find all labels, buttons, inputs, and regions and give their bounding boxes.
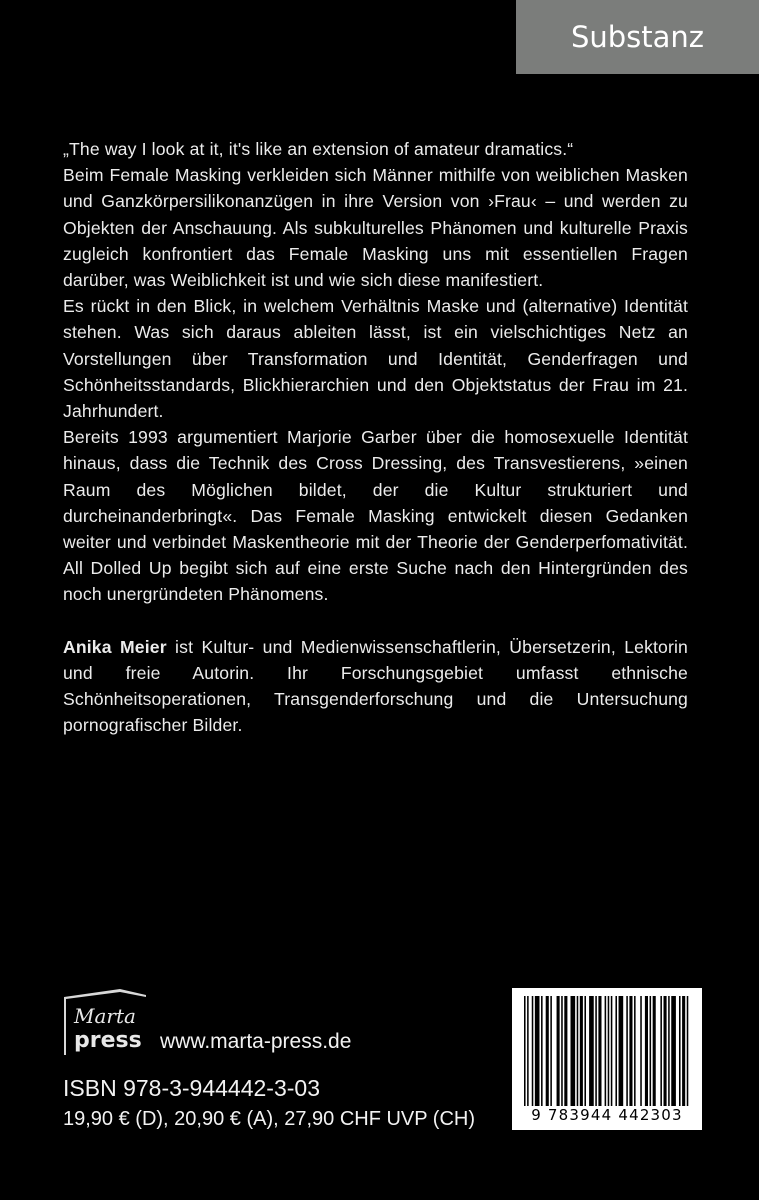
barcode-bars <box>512 988 702 1108</box>
barcode-bar <box>671 996 676 1106</box>
barcode-bar <box>634 996 636 1106</box>
barcode-bar <box>550 996 552 1106</box>
barcode-bar <box>564 996 567 1106</box>
barcode-bar <box>589 996 594 1106</box>
barcode-bar <box>679 996 681 1106</box>
barcode-bar <box>626 996 628 1106</box>
barcode-bar <box>650 996 652 1106</box>
blurb-paragraph-1: Beim Female Masking verkleiden sich Männer mithilfe von weiblichen Masken und Ganzkörpersilikonanzügen in ihre Version von ›Frau‹ – und werden zu Objekten der Anschauung. Als subkulturelles Phänomen und kulturelle Praxis zugleich konfrontiert das Female Masking uns mit essentiellen Fragen darüber, was Weiblichkeit ist und wie sich diese manifestiert. <box>63 165 688 291</box>
barcode-bar <box>605 996 607 1106</box>
barcode-bar <box>629 996 632 1106</box>
barcode-bar <box>660 996 662 1106</box>
back-cover-blurb <box>63 136 688 738</box>
barcode-bar <box>557 996 560 1106</box>
barcode-bar <box>664 996 667 1106</box>
ean-barcode <box>512 988 702 1130</box>
barcode-bar <box>640 996 642 1106</box>
blurb-paragraph-2: Es rückt in den Blick, in welchem Verhältnis Maske und (alternative) Identität stehen. Was sich daraus ableiten lässt, ist ein vielschichtiges Netz an Vorstellungen über Transformation und Identität, Genderfragen und Schönheitsstandards, Blickhierarchien und den Objektstatus der Frau im 21. Jahrhundert. <box>63 296 688 422</box>
isbn: ISBN 978-3-944442-3-03 <box>63 1075 320 1101</box>
barcode-bar <box>524 996 526 1106</box>
logo-text-marta: Marta <box>74 1004 136 1028</box>
barcode-bar <box>527 996 529 1106</box>
author-bio-text: ist Kultur- und Medienwissenschaftlerin, Übersetzerin, Lektorin und freie Autorin. Ihr Forschungsgebiet umfasst ethnische Schönheitsoperationen, Transgenderforschung und die Untersuchung pornografischer Bilder. <box>63 636 688 736</box>
barcode-bar <box>580 996 583 1106</box>
barcode-digits: 9 783944 442303 <box>531 1106 683 1124</box>
blurb-paragraph-3: Bereits 1993 argumentiert Marjorie Garber über die homosexuelle Identität hinaus, dass die Technik des Cross Dressing, des Transvestierens, »einen Raum des Möglichen bildet, der die Kultur strukturiert und durcheinanderbringt«. Das Female Masking entwickelt diesen Gedanken weiter und verbindet Maskentheorie mit der Theorie der Genderperfomativität. All Dolled Up begibt sich auf eine erste Suche nach den Hintergründen des noch unergründeten Phänomens. <box>63 427 688 605</box>
barcode-bar <box>532 996 534 1106</box>
barcode-bar <box>615 996 617 1106</box>
barcode-bar <box>546 996 549 1106</box>
author-name: Anika Meier <box>63 636 167 657</box>
barcode-bar <box>653 996 656 1106</box>
barcode-bar <box>577 996 579 1106</box>
barcode-bar <box>682 996 685 1106</box>
barcode-bar <box>608 996 610 1106</box>
barcode-bar <box>645 996 648 1106</box>
barcode-bar <box>595 996 597 1106</box>
logo-text-press: press <box>74 1028 142 1053</box>
barcode-bar <box>598 996 601 1106</box>
author-bio <box>63 634 688 739</box>
epigraph-quote: „The way I look at it, it's like an extension of amateur dramatics.“ <box>63 139 574 159</box>
barcode-bar <box>619 996 624 1106</box>
barcode-bar <box>668 996 670 1106</box>
barcode-bar <box>561 996 563 1106</box>
barcode-bar <box>611 996 613 1106</box>
price-line: 19,90 € (D), 20,90 € (A), 27,90 CHF UVP (CH) <box>63 1108 476 1130</box>
publisher-logo <box>62 985 148 1055</box>
barcode-bar <box>541 996 543 1106</box>
barcode-bar <box>535 996 540 1106</box>
publisher-url[interactable]: www.marta-press.de <box>160 1030 352 1053</box>
series-label: Substanz <box>516 0 759 74</box>
barcode-bar <box>584 996 586 1106</box>
barcode-bar <box>687 996 689 1106</box>
barcode-bar <box>571 996 576 1106</box>
